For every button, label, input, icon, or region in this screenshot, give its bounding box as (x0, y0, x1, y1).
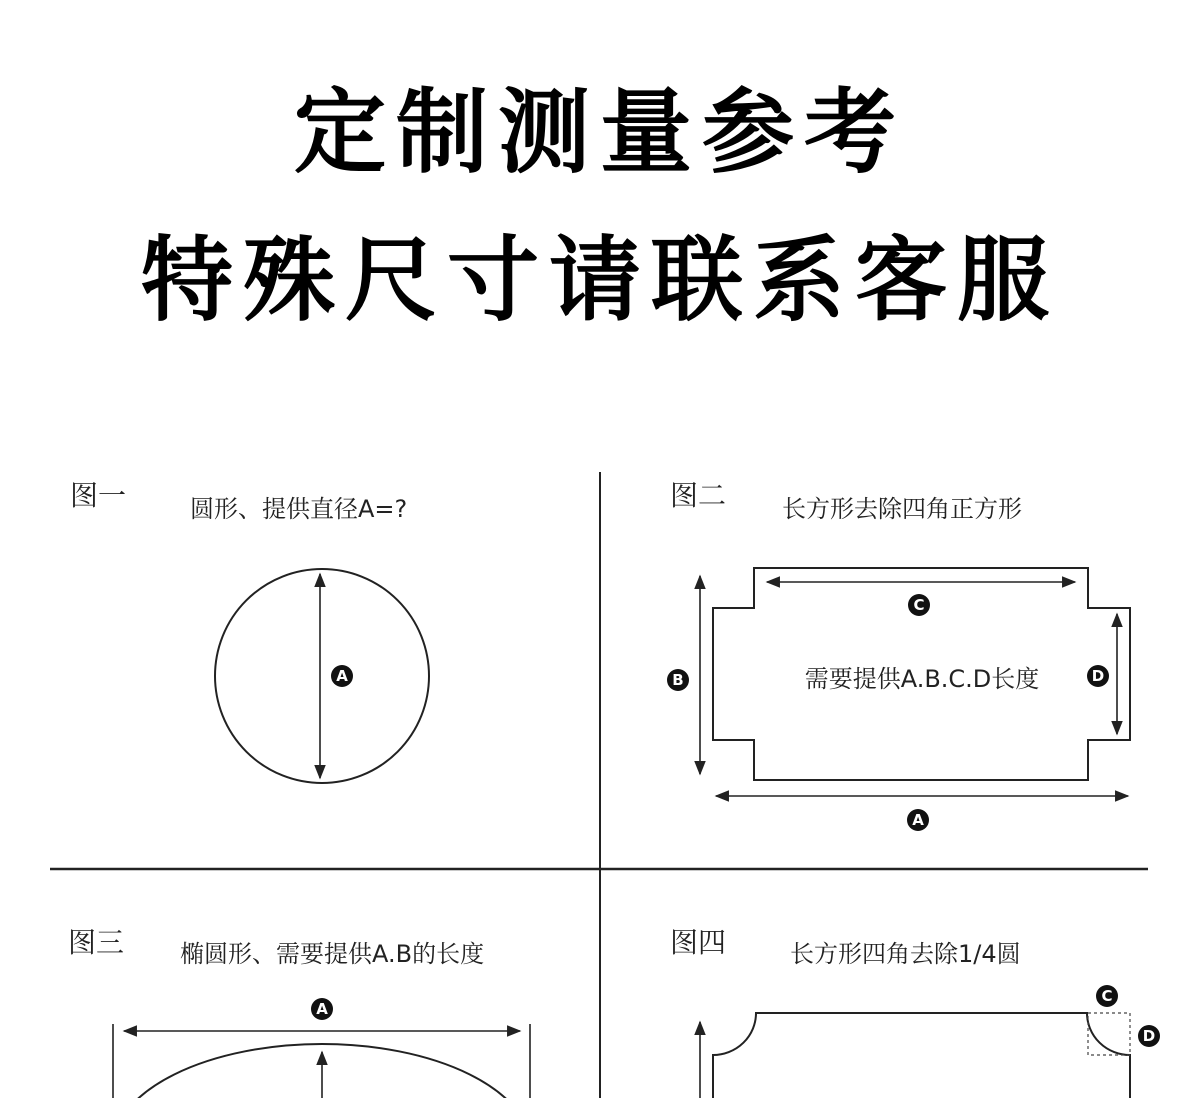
svg-text:D: D (1091, 667, 1105, 685)
svg-text:B: B (672, 671, 684, 689)
sub-title: 特殊尺寸请联系客服 (140, 227, 1059, 334)
badge-c (908, 594, 930, 616)
badge-a (311, 998, 333, 1020)
svg-text:C: C (1101, 987, 1113, 1005)
panel-3-caption: 椭圆形、需要提供A.B的长度 (180, 940, 485, 968)
svg-text:D: D (1142, 1027, 1156, 1045)
circle-shape (215, 569, 429, 783)
badge-c (1096, 985, 1118, 1007)
panel-2-figure-label: 图二 (670, 479, 727, 512)
panel-circle (70, 479, 429, 783)
panel-2-center-text: 需要提供A.B.C.D长度 (804, 665, 1040, 693)
rounded-corner-rectangle-shape (713, 1013, 1130, 1098)
panel-4-caption: 长方形四角去除1/4圆 (790, 940, 1021, 968)
panel-1-caption: 圆形、提供直径A=? (190, 495, 408, 523)
svg-text:A: A (912, 811, 924, 829)
panel-2-caption: 长方形去除四角正方形 (782, 495, 1022, 523)
panel-rounded-corner-rectangle (670, 926, 1160, 1098)
svg-text:A: A (316, 1000, 328, 1018)
panel-4-figure-label: 图四 (670, 926, 727, 959)
badge-b (667, 669, 689, 691)
panel-notched-rectangle (667, 479, 1130, 831)
svg-text:C: C (913, 596, 925, 614)
badge-a (331, 665, 353, 687)
badge-d (1087, 665, 1109, 687)
panel-3-figure-label: 图三 (68, 926, 125, 959)
svg-text:A: A (336, 667, 348, 685)
badge-d (1138, 1025, 1160, 1047)
panel-1-figure-label: 图一 (70, 479, 127, 512)
panel-ellipse (68, 926, 531, 1098)
badge-a (907, 809, 929, 831)
main-title: 定制测量参考 (293, 79, 906, 186)
